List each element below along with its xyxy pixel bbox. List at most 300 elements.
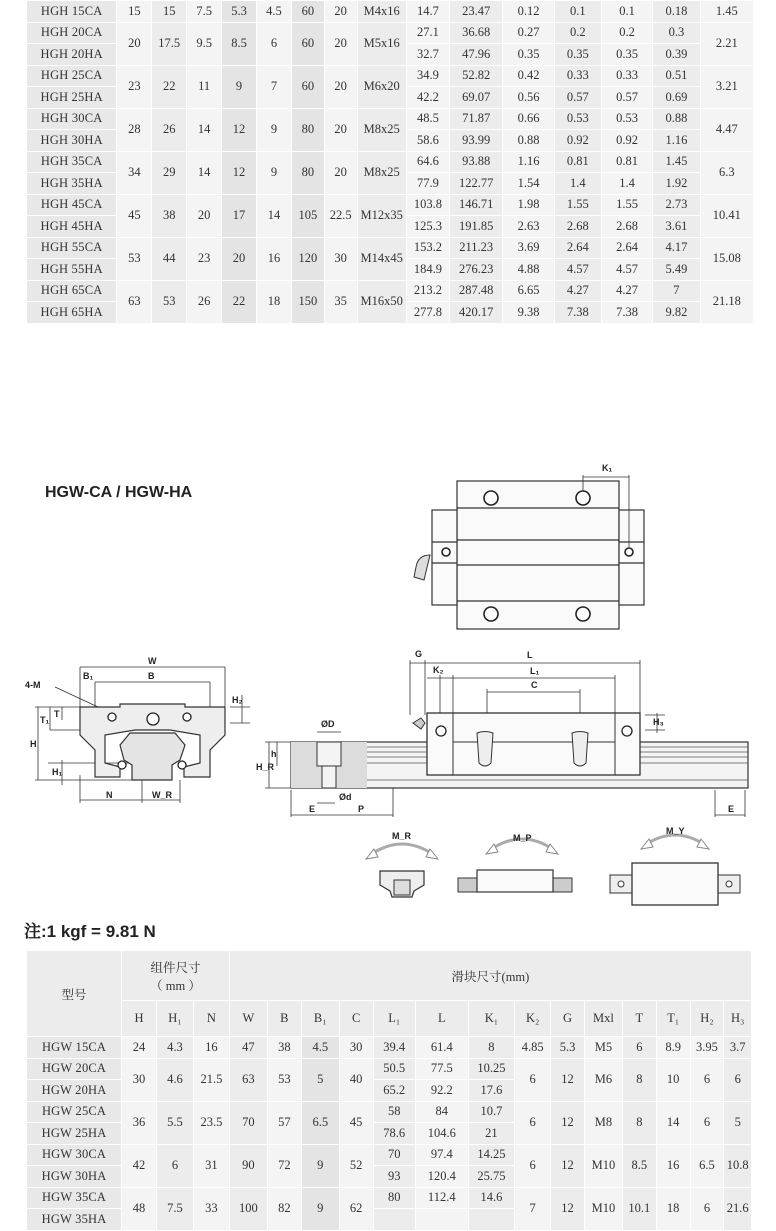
spec-cell: 70: [229, 1101, 267, 1144]
model-cell: HGW 25HA: [27, 1123, 122, 1145]
spec-cell: 20: [324, 108, 357, 151]
load-cell: 0.1: [601, 1, 652, 23]
g-label: G: [415, 649, 423, 659]
load-cell: 146.71: [449, 194, 502, 216]
model-cell: HGW 35HA: [27, 1209, 122, 1231]
table-row: [27, 194, 754, 216]
load-cell: 4.27: [554, 280, 601, 302]
spec-cell: 5.3: [551, 1037, 585, 1059]
spec-cell: 7: [515, 1187, 551, 1230]
wr-label: W_R: [152, 790, 172, 800]
hgw-table-body: [27, 1037, 752, 1231]
moment-diagrams: [350, 825, 770, 905]
spec-cell: 9: [256, 108, 291, 151]
e2-label: E: [728, 804, 735, 814]
spec-cell: 150: [291, 280, 324, 323]
load-cell: 7.38: [601, 302, 652, 324]
load-cell: 211.23: [449, 237, 502, 259]
hgh-table-body: [27, 1, 754, 324]
spec-cell: M12x35: [357, 194, 406, 237]
spec-cell: 8.5: [222, 22, 257, 65]
table-row: [27, 108, 754, 130]
load-cell: 93.88: [449, 151, 502, 173]
spec-cell: 20: [117, 22, 152, 65]
model-cell: HGH 55CA: [27, 237, 117, 259]
column-header: H₂: [690, 1001, 724, 1037]
load-cell: 191.85: [449, 216, 502, 238]
load-cell: 0.69: [653, 87, 700, 109]
load-cell: 276.23: [449, 259, 502, 281]
spec-cell: 60: [291, 65, 324, 108]
load-cell: 0.35: [554, 44, 601, 66]
h-label: H: [30, 739, 37, 749]
section-title: HGW-CA / HGW-HA: [45, 484, 193, 501]
spec-cell: M6: [584, 1058, 622, 1101]
load-cell: 6.65: [503, 280, 554, 302]
spec-cell: 16: [656, 1144, 690, 1187]
b-label: B: [148, 671, 155, 681]
spec-cell: 38: [267, 1037, 301, 1059]
load-cell: 1.55: [554, 194, 601, 216]
length-cell: 78.6: [373, 1123, 415, 1145]
model-cell: HGH 15CA: [27, 1, 117, 23]
c-label: C: [531, 680, 538, 690]
load-cell: 420.17: [449, 302, 502, 324]
length-cell: 93: [373, 1166, 415, 1188]
table-row: [27, 151, 754, 173]
spec-cell: 12: [551, 1144, 585, 1187]
load-cell: 1.4: [554, 173, 601, 195]
h-small-label: h: [271, 749, 277, 759]
spec-cell: 20: [222, 237, 257, 280]
p-label: P: [358, 804, 365, 814]
length-cell: 84: [415, 1101, 468, 1123]
spec-cell: 33: [193, 1187, 229, 1230]
spec-cell: 26: [152, 108, 187, 151]
spec-cell: 3.95: [690, 1037, 724, 1059]
spec-cell: 53: [267, 1058, 301, 1101]
load-cell: 0.42: [503, 65, 554, 87]
length-cell: 21: [468, 1123, 515, 1145]
load-cell: 14.7: [406, 1, 449, 23]
spec-cell: 12: [222, 108, 257, 151]
load-cell: 0.66: [503, 108, 554, 130]
hr-label: H_R: [256, 762, 275, 772]
length-cell: 92.2: [415, 1080, 468, 1102]
weight-cell: 3.21: [700, 65, 754, 108]
load-cell: 27.1: [406, 22, 449, 44]
length-cell: 58: [373, 1101, 415, 1123]
spec-cell: 12: [222, 151, 257, 194]
load-cell: 1.55: [601, 194, 652, 216]
length-cell: 17.6: [468, 1080, 515, 1102]
unit-note: 注:1 kgf = 9.81 N: [24, 922, 156, 941]
load-cell: 184.9: [406, 259, 449, 281]
b1-label: B₁: [83, 671, 94, 681]
load-cell: 1.4: [601, 173, 652, 195]
spec-cell: 10.1: [622, 1187, 656, 1230]
spec-cell: 16: [193, 1037, 229, 1059]
spec-cell: 4.6: [156, 1058, 193, 1101]
spec-cell: 14: [187, 151, 222, 194]
load-cell: 48.5: [406, 108, 449, 130]
spec-cell: 23.5: [193, 1101, 229, 1144]
spec-cell: 6: [256, 22, 291, 65]
spec-cell: 4.5: [301, 1037, 339, 1059]
load-cell: 36.68: [449, 22, 502, 44]
length-cell: 120.4: [415, 1166, 468, 1188]
column-header: H₁: [156, 1001, 193, 1037]
spec-cell: 62: [339, 1187, 373, 1230]
osd-label: Ød: [339, 792, 352, 802]
length-cell: 14.6: [468, 1187, 515, 1209]
spec-cell: 60: [291, 22, 324, 65]
load-cell: 0.33: [554, 65, 601, 87]
spec-cell: 9: [301, 1144, 339, 1187]
load-cell: 2.63: [503, 216, 554, 238]
column-header: L: [415, 1001, 468, 1037]
od-label: ØD: [321, 719, 335, 729]
m-label: 4-M: [25, 680, 41, 690]
model-cell: HGH 65CA: [27, 280, 117, 302]
load-cell: 2.68: [554, 216, 601, 238]
spec-cell: M5: [584, 1037, 622, 1059]
length-cell: [373, 1209, 415, 1231]
header-block-dimensions: 滑块尺寸(mm): [229, 951, 751, 1001]
spec-cell: 24: [122, 1037, 157, 1059]
spec-cell: M10: [584, 1187, 622, 1230]
load-cell: 47.96: [449, 44, 502, 66]
load-cell: 2.73: [653, 194, 700, 216]
spec-cell: 48: [122, 1187, 157, 1230]
length-cell: 14.25: [468, 1144, 515, 1166]
spec-cell: M8: [584, 1101, 622, 1144]
spec-cell: M8x25: [357, 151, 406, 194]
load-cell: 4.27: [601, 280, 652, 302]
length-cell: 25.75: [468, 1166, 515, 1188]
spec-cell: 6.5: [301, 1101, 339, 1144]
column-header: B₁: [301, 1001, 339, 1037]
spec-cell: 30: [122, 1058, 157, 1101]
spec-cell: 6: [690, 1187, 724, 1230]
spec-cell: 38: [152, 194, 187, 237]
load-cell: 71.87: [449, 108, 502, 130]
header-assembly-dimensions: [122, 951, 230, 1001]
spec-cell: 8: [622, 1058, 656, 1101]
spec-cell: 20: [324, 151, 357, 194]
spec-cell: 20: [324, 1, 357, 23]
spec-cell: 4.85: [515, 1037, 551, 1059]
load-cell: 4.88: [503, 259, 554, 281]
model-cell: HGH 25CA: [27, 65, 117, 87]
model-cell: HGH 30HA: [27, 130, 117, 152]
model-cell: HGH 35CA: [27, 151, 117, 173]
weight-cell: 6.3: [700, 151, 754, 194]
model-cell: HGH 55HA: [27, 259, 117, 281]
spec-cell: 17: [222, 194, 257, 237]
spec-cell: 5: [301, 1058, 339, 1101]
spec-cell: 12: [551, 1187, 585, 1230]
h1-label: H₁: [52, 767, 63, 777]
spec-cell: M10: [584, 1144, 622, 1187]
spec-cell: 8: [622, 1101, 656, 1144]
load-cell: 7.38: [554, 302, 601, 324]
length-cell: 80: [373, 1187, 415, 1209]
load-cell: 42.2: [406, 87, 449, 109]
spec-cell: 15: [117, 1, 152, 23]
spec-cell: 23: [117, 65, 152, 108]
column-header: T: [622, 1001, 656, 1037]
spec-cell: 28: [117, 108, 152, 151]
spec-cell: 45: [117, 194, 152, 237]
spec-cell: M6x20: [357, 65, 406, 108]
spec-cell: 44: [152, 237, 187, 280]
side-view-drawing: [255, 645, 770, 820]
spec-cell: 105: [291, 194, 324, 237]
spec-cell: 6: [690, 1058, 724, 1101]
length-cell: 10.25: [468, 1058, 515, 1080]
model-cell: HGW 20CA: [27, 1058, 122, 1080]
spec-cell: 47: [229, 1037, 267, 1059]
load-cell: 0.51: [653, 65, 700, 87]
t1-label: T₁: [40, 715, 50, 725]
model-cell: HGW 30HA: [27, 1166, 122, 1188]
spec-cell: 22.5: [324, 194, 357, 237]
spec-cell: 57: [267, 1101, 301, 1144]
column-header: H: [122, 1001, 157, 1037]
spec-cell: 6: [515, 1058, 551, 1101]
mr-label: M_R: [392, 831, 412, 841]
length-cell: 97.4: [415, 1144, 468, 1166]
h3-label: H₃: [653, 717, 664, 727]
load-cell: 3.69: [503, 237, 554, 259]
load-cell: 7: [653, 280, 700, 302]
load-cell: 2.68: [601, 216, 652, 238]
load-cell: 0.81: [601, 151, 652, 173]
load-cell: 103.8: [406, 194, 449, 216]
load-cell: 0.53: [554, 108, 601, 130]
spec-cell: 63: [229, 1058, 267, 1101]
load-cell: 0.92: [554, 130, 601, 152]
spec-cell: 6: [515, 1101, 551, 1144]
load-cell: 0.81: [554, 151, 601, 173]
spec-cell: M5x16: [357, 22, 406, 65]
spec-cell: 11: [187, 65, 222, 108]
weight-cell: 10.41: [700, 194, 754, 237]
spec-cell: 15: [152, 1, 187, 23]
model-cell: HGH 45CA: [27, 194, 117, 216]
spec-cell: 20: [324, 65, 357, 108]
column-header: L₁: [373, 1001, 415, 1037]
length-cell: [415, 1209, 468, 1231]
table-row: [27, 1037, 752, 1059]
spec-cell: 52: [339, 1144, 373, 1187]
top-view-drawing: [400, 455, 660, 645]
model-cell: HGH 30CA: [27, 108, 117, 130]
spec-cell: 45: [339, 1101, 373, 1144]
header-columns: [27, 1001, 752, 1037]
spec-cell: 90: [229, 1144, 267, 1187]
spec-cell: 100: [229, 1187, 267, 1230]
load-cell: 0.3: [653, 22, 700, 44]
hgh-spec-table: [26, 0, 754, 324]
spec-cell: 16: [256, 237, 291, 280]
spec-cell: 4.3: [156, 1037, 193, 1059]
load-cell: 2.64: [601, 237, 652, 259]
my-label: M_Y: [666, 826, 685, 836]
load-cell: 0.88: [653, 108, 700, 130]
spec-cell: 72: [267, 1144, 301, 1187]
spec-cell: 14: [187, 108, 222, 151]
weight-cell: 15.08: [700, 237, 754, 280]
load-cell: 32.7: [406, 44, 449, 66]
load-cell: 1.98: [503, 194, 554, 216]
load-cell: 93.99: [449, 130, 502, 152]
spec-cell: 29: [152, 151, 187, 194]
spec-cell: 18: [656, 1187, 690, 1230]
spec-cell: 6: [724, 1058, 752, 1101]
load-cell: 0.57: [554, 87, 601, 109]
spec-cell: 20: [324, 22, 357, 65]
load-cell: 4.17: [653, 237, 700, 259]
h2-label: H₂: [232, 695, 243, 705]
header-model: 型号: [27, 951, 122, 1037]
spec-cell: 6: [690, 1101, 724, 1144]
column-header: K₁: [468, 1001, 515, 1037]
load-cell: 4.57: [601, 259, 652, 281]
column-header: G: [551, 1001, 585, 1037]
length-cell: [468, 1209, 515, 1231]
spec-cell: 42: [122, 1144, 157, 1187]
w-label: W: [148, 656, 157, 666]
spec-cell: 12: [551, 1101, 585, 1144]
spec-cell: 9: [256, 151, 291, 194]
t-label: T: [54, 709, 60, 719]
load-cell: 77.9: [406, 173, 449, 195]
length-cell: 39.4: [373, 1037, 415, 1059]
load-cell: 64.6: [406, 151, 449, 173]
load-cell: 0.18: [653, 1, 700, 23]
e-label: E: [309, 804, 316, 814]
spec-cell: 8.5: [622, 1144, 656, 1187]
table-row: [27, 237, 754, 259]
load-cell: 5.49: [653, 259, 700, 281]
length-cell: 104.6: [415, 1123, 468, 1145]
weight-cell: 2.21: [700, 22, 754, 65]
spec-cell: 17.5: [152, 22, 187, 65]
column-header: K₂: [515, 1001, 551, 1037]
l-label: L: [527, 650, 533, 660]
spec-cell: 6.5: [690, 1144, 724, 1187]
load-cell: 1.92: [653, 173, 700, 195]
spec-cell: 60: [291, 1, 324, 23]
spec-cell: 9.5: [187, 22, 222, 65]
length-cell: 70: [373, 1144, 415, 1166]
load-cell: 0.1: [554, 1, 601, 23]
spec-cell: 8.9: [656, 1037, 690, 1059]
k1-label: K₁: [602, 463, 613, 473]
load-cell: 0.12: [503, 1, 554, 23]
weight-cell: 21.18: [700, 280, 754, 323]
column-header: B: [267, 1001, 301, 1037]
load-cell: 1.16: [503, 151, 554, 173]
load-cell: 1.45: [653, 151, 700, 173]
load-cell: 0.57: [601, 87, 652, 109]
spec-cell: 26: [187, 280, 222, 323]
table-row: [27, 22, 754, 44]
model-cell: HGH 20HA: [27, 44, 117, 66]
spec-cell: 6: [515, 1144, 551, 1187]
spec-cell: 6: [156, 1144, 193, 1187]
spec-cell: M14x45: [357, 237, 406, 280]
load-cell: 0.53: [601, 108, 652, 130]
length-cell: 77.5: [415, 1058, 468, 1080]
column-header: T₁: [656, 1001, 690, 1037]
spec-cell: 5: [724, 1101, 752, 1144]
length-cell: 50.5: [373, 1058, 415, 1080]
load-cell: 0.35: [503, 44, 554, 66]
length-cell: 112.4: [415, 1187, 468, 1209]
length-cell: 61.4: [415, 1037, 468, 1059]
model-cell: HGH 45HA: [27, 216, 117, 238]
load-cell: 0.2: [554, 22, 601, 44]
length-cell: 65.2: [373, 1080, 415, 1102]
spec-cell: 6: [622, 1037, 656, 1059]
column-header: H₃: [724, 1001, 752, 1037]
spec-cell: 7: [256, 65, 291, 108]
spec-cell: 53: [117, 237, 152, 280]
spec-cell: 53: [152, 280, 187, 323]
model-cell: HGW 30CA: [27, 1144, 122, 1166]
model-cell: HGW 35CA: [27, 1187, 122, 1209]
mp-label: M_P: [513, 833, 532, 843]
load-cell: 0.56: [503, 87, 554, 109]
table-row: [27, 1058, 752, 1080]
load-cell: 0.39: [653, 44, 700, 66]
spec-cell: 22: [222, 280, 257, 323]
load-cell: 4.57: [554, 259, 601, 281]
load-cell: 9.38: [503, 302, 554, 324]
spec-cell: 5.3: [222, 1, 257, 23]
table-row: [27, 1, 754, 23]
spec-cell: 80: [291, 151, 324, 194]
spec-cell: 14: [256, 194, 291, 237]
front-view-drawing: [20, 655, 250, 810]
spec-cell: 36: [122, 1101, 157, 1144]
spec-cell: 20: [187, 194, 222, 237]
spec-cell: 35: [324, 280, 357, 323]
spec-cell: 21.5: [193, 1058, 229, 1101]
spec-cell: 5.5: [156, 1101, 193, 1144]
load-cell: 69.07: [449, 87, 502, 109]
weight-cell: 4.47: [700, 108, 754, 151]
header-assembly-unit: （ mm ）: [150, 978, 201, 993]
column-header: Mxl: [584, 1001, 622, 1037]
load-cell: 0.35: [601, 44, 652, 66]
n-label: N: [106, 790, 113, 800]
spec-cell: 82: [267, 1187, 301, 1230]
spec-cell: 3.7: [724, 1037, 752, 1059]
length-cell: 8: [468, 1037, 515, 1059]
spec-cell: 12: [551, 1058, 585, 1101]
model-cell: HGH 25HA: [27, 87, 117, 109]
spec-cell: 18: [256, 280, 291, 323]
model-cell: HGH 35HA: [27, 173, 117, 195]
length-cell: 10.7: [468, 1101, 515, 1123]
table-row: [27, 280, 754, 302]
spec-cell: 9: [222, 65, 257, 108]
table-row: [27, 65, 754, 87]
